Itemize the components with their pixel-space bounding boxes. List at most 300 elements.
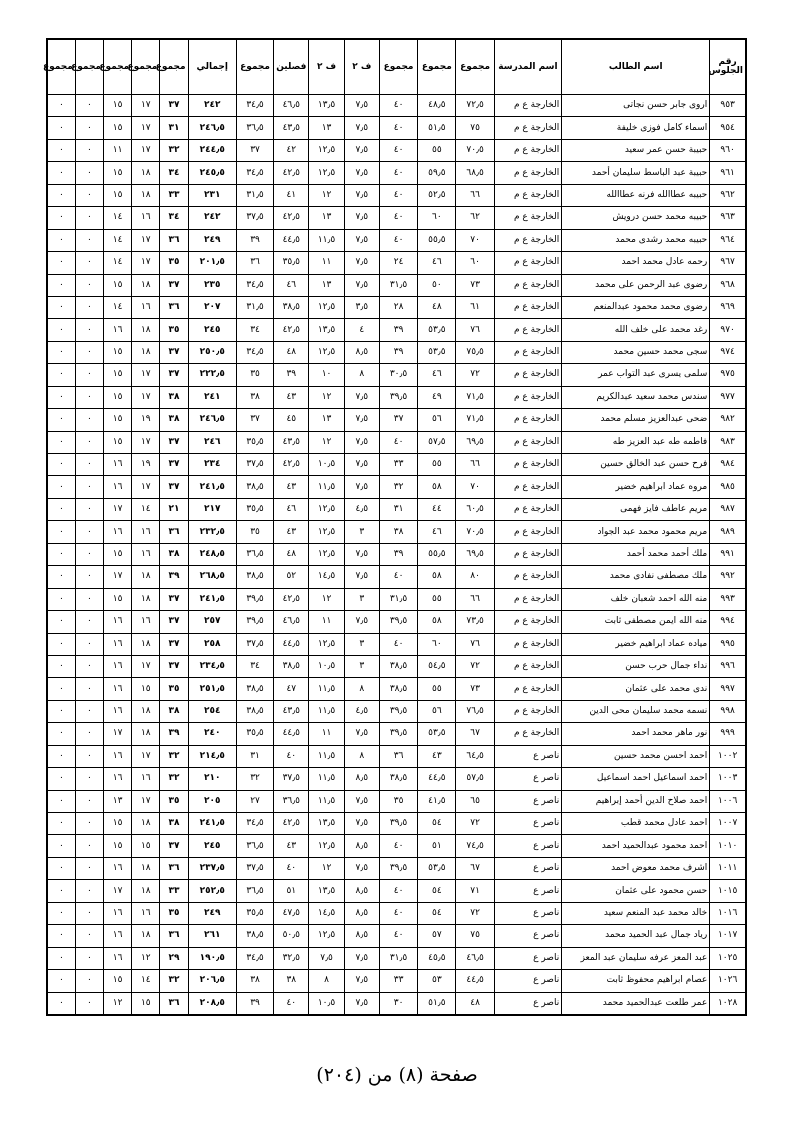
total-6-cell: ١٢ [132,947,160,969]
total-1-cell: ٧٠٫٥ [456,521,494,543]
table-row [47,409,746,431]
total-7-cell: ١٥ [104,162,132,184]
total-5-cell: ٣٧ [160,588,188,610]
term2-a-cell: ٨٫٥ [344,902,379,924]
term2-b-cell: ١٠٫٥ [309,454,344,476]
grand-total-cell: ٢٥١٫٥ [188,678,236,700]
total-5-cell: ٣٦ [160,229,188,251]
total-1-cell: ٧٦٫٥ [456,700,494,722]
school-name-cell: ناصر ع [494,880,561,902]
total-5-cell: ٣١ [160,117,188,139]
total-9-cell: ٠ [47,588,75,610]
school-name-cell: الخارجة ع م [494,655,561,677]
student-name-cell: رغد محمد على خلف الله [562,319,710,341]
total-5-cell: ٣٥ [160,902,188,924]
total-2-cell: ٥٥ [418,454,456,476]
total-3-cell: ٣١٫٥ [379,274,417,296]
total-4-cell: ٣٥ [236,364,273,386]
total-1-cell: ٧١ [456,880,494,902]
table-row [47,745,746,767]
grand-total-cell: ٢٣٤ [188,454,236,476]
term2-a-cell: ٧٫٥ [344,274,379,296]
total-2-cell: ٥٦ [418,700,456,722]
total-9-cell: ٠ [47,409,75,431]
total-3-cell: ٣٩٫٥ [379,386,417,408]
total-3-cell: ٣١٫٥ [379,588,417,610]
school-name-cell: الخارجة ع م [494,117,561,139]
total-4-cell: ٣٨٫٥ [236,476,273,498]
total-6-cell: ١٦ [132,543,160,565]
total-1-cell: ٦٦ [456,454,494,476]
seat-number-cell: ٩٨٣ [710,431,746,453]
total-8-cell: ٠ [75,768,103,790]
total-8-cell: ٠ [75,947,103,969]
total-5-cell: ٣٨ [160,409,188,431]
school-name-cell: الخارجة ع م [494,319,561,341]
total-5-cell: ٣٧ [160,274,188,296]
total-8-cell: ٠ [75,678,103,700]
school-name-cell: الخارجة ع م [494,95,561,117]
table-row [47,633,746,655]
table-row [47,296,746,318]
total-8-cell: ٠ [75,992,103,1015]
total-8-cell: ٠ [75,95,103,117]
total-9-cell: ٠ [47,386,75,408]
student-name-cell: حبيبه محمد حسن درويش [562,207,710,229]
two-terms-cell: ٤٦ [274,274,309,296]
grand-total-cell: ٢٤٠ [188,723,236,745]
grand-total-cell: ٢٥٠٫٥ [188,341,236,363]
school-name-cell: الخارجة ع م [494,162,561,184]
total-9-cell: ٠ [47,364,75,386]
total-3-cell: ٤٠ [379,184,417,206]
total-6-cell: ١٨ [132,319,160,341]
term2-b-cell: ١٢٫٥ [309,521,344,543]
total-5-cell: ٣٢ [160,745,188,767]
term2-b-cell: ١٢ [309,588,344,610]
two-terms-cell: ٤٧ [274,678,309,700]
grand-total-cell: ٢٣٢٫٥ [188,521,236,543]
two-terms-cell: ٣٨٫٥ [274,296,309,318]
grand-total-cell: ٢٤٥ [188,835,236,857]
total-5-cell: ٣٧ [160,835,188,857]
school-name-cell: الخارجة ع م [494,229,561,251]
total-2-cell: ٥٤ [418,880,456,902]
grand-total-cell: ٢٢٢٫٥ [188,364,236,386]
school-name-cell: ناصر ع [494,992,561,1015]
table-row [47,498,746,520]
total-1-cell: ٧٠ [456,476,494,498]
term2-b-cell: ١٢٫٥ [309,835,344,857]
total-2-cell: ٤٩ [418,386,456,408]
grand-total-cell: ٢٦١ [188,925,236,947]
total-6-cell: ١٦ [132,521,160,543]
seat-number-cell: ٩٦٤ [710,229,746,251]
seat-number-cell: ٩٩٣ [710,588,746,610]
school-name-cell: ناصر ع [494,857,561,879]
total-1-cell: ٧٠٫٥ [456,139,494,161]
two-terms-cell: ٤١ [274,184,309,206]
total-8-cell: ٠ [75,723,103,745]
table-row [47,902,746,924]
term2-b-cell: ١٤٫٥ [309,566,344,588]
seat-number-cell: ٩٩٤ [710,611,746,633]
total-2-cell: ٥٣٫٥ [418,319,456,341]
table-row [47,925,746,947]
school-name-cell: ناصر ع [494,790,561,812]
total-7-cell: ١٧ [104,566,132,588]
total-5-cell: ٣٤ [160,207,188,229]
total-6-cell: ١٨ [132,925,160,947]
student-name-cell: عبد المعز عرفه سليمان عبد المعز [562,947,710,969]
term2-a-cell: ٧٫٥ [344,162,379,184]
total-3-cell: ٤٠ [379,880,417,902]
two-terms-cell: ٤٠ [274,992,309,1015]
total-6-cell: ١٨ [132,162,160,184]
table-row [47,813,746,835]
term2-b-cell: ١١٫٥ [309,768,344,790]
two-terms-cell: ٤٣ [274,386,309,408]
total-2-cell: ٤٥٫٥ [418,947,456,969]
term2-a-cell: ٣ [344,633,379,655]
term2-a-cell: ٨٫٥ [344,880,379,902]
two-terms-cell: ٤٢ [274,139,309,161]
two-terms-cell: ٥١ [274,880,309,902]
column-header: مجموع [47,39,75,95]
term2-a-cell: ٤٫٥ [344,700,379,722]
term2-a-cell: ٧٫٥ [344,229,379,251]
student-name-cell: فاطمه طه عبد العزيز طه [562,431,710,453]
total-1-cell: ٧٣٫٥ [456,611,494,633]
total-4-cell: ٣٤٫٥ [236,95,273,117]
total-5-cell: ٣٦ [160,925,188,947]
total-3-cell: ٤٠ [379,229,417,251]
total-6-cell: ١٦ [132,902,160,924]
two-terms-cell: ٤٦ [274,498,309,520]
total-7-cell: ١٦ [104,902,132,924]
total-2-cell: ٥٤٫٥ [418,655,456,677]
term2-a-cell: ٧٫٥ [344,857,379,879]
total-1-cell: ٦١ [456,296,494,318]
two-terms-cell: ٤٢٫٥ [274,162,309,184]
seat-number-cell: ٩٩٧ [710,678,746,700]
term2-a-cell: ٧٫٥ [344,790,379,812]
total-1-cell: ٧٢ [456,655,494,677]
column-header: مجموع [104,39,132,95]
term2-b-cell: ١٣٫٥ [309,319,344,341]
total-6-cell: ١٥ [132,835,160,857]
total-4-cell: ٣٤٫٥ [236,341,273,363]
term2-a-cell: ٧٫٥ [344,409,379,431]
total-6-cell: ١٧ [132,95,160,117]
total-7-cell: ١٥ [104,184,132,206]
column-header: مجموع [160,39,188,95]
total-9-cell: ٠ [47,768,75,790]
grand-total-cell: ٢٥٤ [188,700,236,722]
total-5-cell: ٣٢ [160,970,188,992]
total-2-cell: ٤٨٫٥ [418,95,456,117]
total-4-cell: ٣١٫٥ [236,184,273,206]
student-name-cell: سلمى يسرى عبد التواب عمر [562,364,710,386]
total-3-cell: ٤٠ [379,566,417,588]
two-terms-cell: ٤٠ [274,745,309,767]
total-6-cell: ١٦ [132,768,160,790]
term2-a-cell: ٧٫٥ [344,386,379,408]
school-name-cell: الخارجة ع م [494,498,561,520]
seat-number-cell: ١٠٠٦ [710,790,746,812]
grand-total-cell: ٢٤٢ [188,95,236,117]
total-7-cell: ١٥ [104,588,132,610]
total-1-cell: ٧٢ [456,902,494,924]
total-7-cell: ١٦ [104,319,132,341]
total-3-cell: ٣٦ [379,745,417,767]
total-8-cell: ٠ [75,117,103,139]
total-4-cell: ٣٧٫٥ [236,633,273,655]
total-7-cell: ١٥ [104,813,132,835]
total-4-cell: ٣٦ [236,252,273,274]
term2-a-cell: ٣٫٥ [344,296,379,318]
term2-b-cell: ١١٫٥ [309,229,344,251]
column-header: إجمالي [188,39,236,95]
total-3-cell: ٣٩ [379,341,417,363]
total-9-cell: ٠ [47,925,75,947]
total-5-cell: ٣٧ [160,476,188,498]
results-table [42,38,747,1016]
page-number: صفحة (٨) من (٢٠٤) [316,1064,478,1086]
total-3-cell: ٣١٫٥ [379,947,417,969]
total-9-cell: ٠ [47,902,75,924]
total-6-cell: ١٨ [132,274,160,296]
total-1-cell: ٧١٫٥ [456,409,494,431]
student-name-cell: احمد محمود عبدالحميد احمد [562,835,710,857]
total-8-cell: ٠ [75,364,103,386]
seat-number-cell: ١٠٠٧ [710,813,746,835]
total-5-cell: ٣٥ [160,319,188,341]
total-4-cell: ٣٥ [236,521,273,543]
total-8-cell: ٠ [75,880,103,902]
seat-number-cell: ٩٦٩ [710,296,746,318]
total-6-cell: ١٥ [132,992,160,1015]
student-name-cell: منه الله احمد شعبان خلف [562,588,710,610]
student-name-cell: منه الله ايمن مصطفى ثابت [562,611,710,633]
term2-b-cell: ١٢ [309,184,344,206]
table-row [47,252,746,274]
total-8-cell: ٠ [75,745,103,767]
total-3-cell: ٣٠٫٥ [379,364,417,386]
seat-number-cell: ٩٩٥ [710,633,746,655]
two-terms-cell: ٤٣ [274,476,309,498]
table-row [47,95,746,117]
total-2-cell: ٥٥ [418,588,456,610]
total-3-cell: ٢٨ [379,296,417,318]
two-terms-cell: ٣٨٫٥ [274,655,309,677]
total-5-cell: ٣٤ [160,162,188,184]
table-row [47,184,746,206]
school-name-cell: الخارجة ع م [494,296,561,318]
student-name-cell: حبيبه عطاالله فرنه عطاالله [562,184,710,206]
term2-a-cell: ٨٫٥ [344,925,379,947]
total-3-cell: ٣١ [379,498,417,520]
total-8-cell: ٠ [75,611,103,633]
student-name-cell: حسن محمود على عثمان [562,880,710,902]
two-terms-cell: ٥٢ [274,566,309,588]
total-2-cell: ٤٣ [418,745,456,767]
total-7-cell: ١٤ [104,296,132,318]
term2-a-cell: ٨٫٥ [344,341,379,363]
total-6-cell: ١٨ [132,813,160,835]
two-terms-cell: ٤٣ [274,835,309,857]
seat-number-cell: ١٠٢٦ [710,970,746,992]
table-row [47,139,746,161]
total-7-cell: ١٦ [104,947,132,969]
student-name-cell: فرح حسن عبد الخالق حسين [562,454,710,476]
table-row [47,992,746,1015]
school-name-cell: ناصر ع [494,835,561,857]
total-1-cell: ٧٥٫٥ [456,341,494,363]
total-3-cell: ٤٠ [379,902,417,924]
seat-number-cell: ١٠٠٣ [710,768,746,790]
term2-b-cell: ١٣ [309,274,344,296]
total-2-cell: ٤٤ [418,498,456,520]
school-name-cell: الخارجة ع م [494,633,561,655]
column-header: مجموع [75,39,103,95]
total-7-cell: ١٦ [104,700,132,722]
term2-b-cell: ١٢ [309,857,344,879]
seat-number-cell: ١٠١٥ [710,880,746,902]
total-4-cell: ٣٤ [236,655,273,677]
grand-total-cell: ١٩٠٫٥ [188,947,236,969]
total-8-cell: ٠ [75,902,103,924]
school-name-cell: الخارجة ع م [494,409,561,431]
total-2-cell: ٤٦ [418,364,456,386]
total-2-cell: ٤٦ [418,521,456,543]
total-1-cell: ٧٣ [456,274,494,296]
total-9-cell: ٠ [47,723,75,745]
school-name-cell: ناصر ع [494,813,561,835]
total-2-cell: ٥٨ [418,611,456,633]
total-4-cell: ٣٥٫٥ [236,431,273,453]
total-7-cell: ١٥ [104,543,132,565]
total-5-cell: ٣٨ [160,386,188,408]
seat-number-cell: ٩٧٤ [710,341,746,363]
term2-a-cell: ٧٫٥ [344,207,379,229]
total-2-cell: ٥٣٫٥ [418,857,456,879]
total-8-cell: ٠ [75,207,103,229]
term2-a-cell: ٧٫٥ [344,252,379,274]
term2-a-cell: ٣ [344,521,379,543]
total-5-cell: ٢٩ [160,947,188,969]
school-name-cell: ناصر ع [494,902,561,924]
term2-a-cell: ٧٫٥ [344,95,379,117]
grand-total-cell: ٢٣٧٫٥ [188,857,236,879]
total-3-cell: ٣٩ [379,319,417,341]
total-5-cell: ٣٩ [160,723,188,745]
total-4-cell: ٣٨ [236,970,273,992]
grand-total-cell: ٢١٠ [188,768,236,790]
school-name-cell: الخارجة ع م [494,431,561,453]
total-3-cell: ٤٠ [379,835,417,857]
total-9-cell: ٠ [47,835,75,857]
grand-total-cell: ٢٣٥ [188,274,236,296]
total-7-cell: ١٥ [104,386,132,408]
total-5-cell: ٣٣ [160,880,188,902]
total-6-cell: ١٧ [132,790,160,812]
two-terms-cell: ٣٧٫٥ [274,768,309,790]
total-4-cell: ٣٦٫٥ [236,880,273,902]
two-terms-cell: ٤٤٫٥ [274,229,309,251]
table-row [47,790,746,812]
total-2-cell: ٥٣ [418,970,456,992]
student-name-cell: نسمه محمد سليمان محى الدين [562,700,710,722]
table-row [47,386,746,408]
total-8-cell: ٠ [75,655,103,677]
total-6-cell: ١٨ [132,723,160,745]
total-8-cell: ٠ [75,274,103,296]
total-9-cell: ٠ [47,207,75,229]
total-2-cell: ٦٠ [418,633,456,655]
grand-total-cell: ٢٥٧ [188,611,236,633]
total-3-cell: ٤٠ [379,162,417,184]
total-1-cell: ٥٧٫٥ [456,768,494,790]
grand-total-cell: ٢٤٥ [188,319,236,341]
total-9-cell: ٠ [47,678,75,700]
term2-b-cell: ١٢٫٥ [309,633,344,655]
term2-a-cell: ٨ [344,678,379,700]
term2-b-cell: ٧٫٥ [309,947,344,969]
student-name-cell: ملك أحمد محمد أحمد [562,543,710,565]
table-row [47,543,746,565]
total-8-cell: ٠ [75,925,103,947]
total-9-cell: ٠ [47,476,75,498]
total-5-cell: ٣٦ [160,296,188,318]
total-9-cell: ٠ [47,274,75,296]
total-3-cell: ٢٤ [379,252,417,274]
total-5-cell: ٣٧ [160,655,188,677]
total-4-cell: ٣٥٫٥ [236,723,273,745]
total-2-cell: ٤١٫٥ [418,790,456,812]
term2-b-cell: ١٣ [309,117,344,139]
term2-a-cell: ٧٫٥ [344,476,379,498]
total-3-cell: ٣٥ [379,790,417,812]
total-1-cell: ٧٦ [456,633,494,655]
total-1-cell: ٧٢ [456,364,494,386]
total-7-cell: ١٧ [104,723,132,745]
term2-b-cell: ١٢٫٥ [309,296,344,318]
total-7-cell: ١٤ [104,229,132,251]
total-3-cell: ٤٠ [379,117,417,139]
school-name-cell: الخارجة ع م [494,521,561,543]
total-6-cell: ١٨ [132,184,160,206]
total-4-cell: ٣٧٫٥ [236,454,273,476]
total-1-cell: ٧٠ [456,229,494,251]
grand-total-cell: ٢٣٤٫٥ [188,655,236,677]
total-4-cell: ٣٤٫٥ [236,813,273,835]
term2-a-cell: ٨٫٥ [344,768,379,790]
total-8-cell: ٠ [75,835,103,857]
seat-number-cell: ٩٩٨ [710,700,746,722]
two-terms-cell: ٤٧٫٥ [274,902,309,924]
total-6-cell: ١٥ [132,678,160,700]
total-1-cell: ٤٨ [456,992,494,1015]
student-name-cell: خالد محمد عبد المنعم سعيد [562,902,710,924]
grand-total-cell: ٢٤٤٫٥ [188,139,236,161]
total-4-cell: ٣٨٫٥ [236,700,273,722]
term2-a-cell: ٧٫٥ [344,431,379,453]
table-row [47,229,746,251]
seat-number-cell: ٩٩٦ [710,655,746,677]
student-name-cell: مريم عاطف فايز فهمى [562,498,710,520]
total-4-cell: ٣٨ [236,386,273,408]
